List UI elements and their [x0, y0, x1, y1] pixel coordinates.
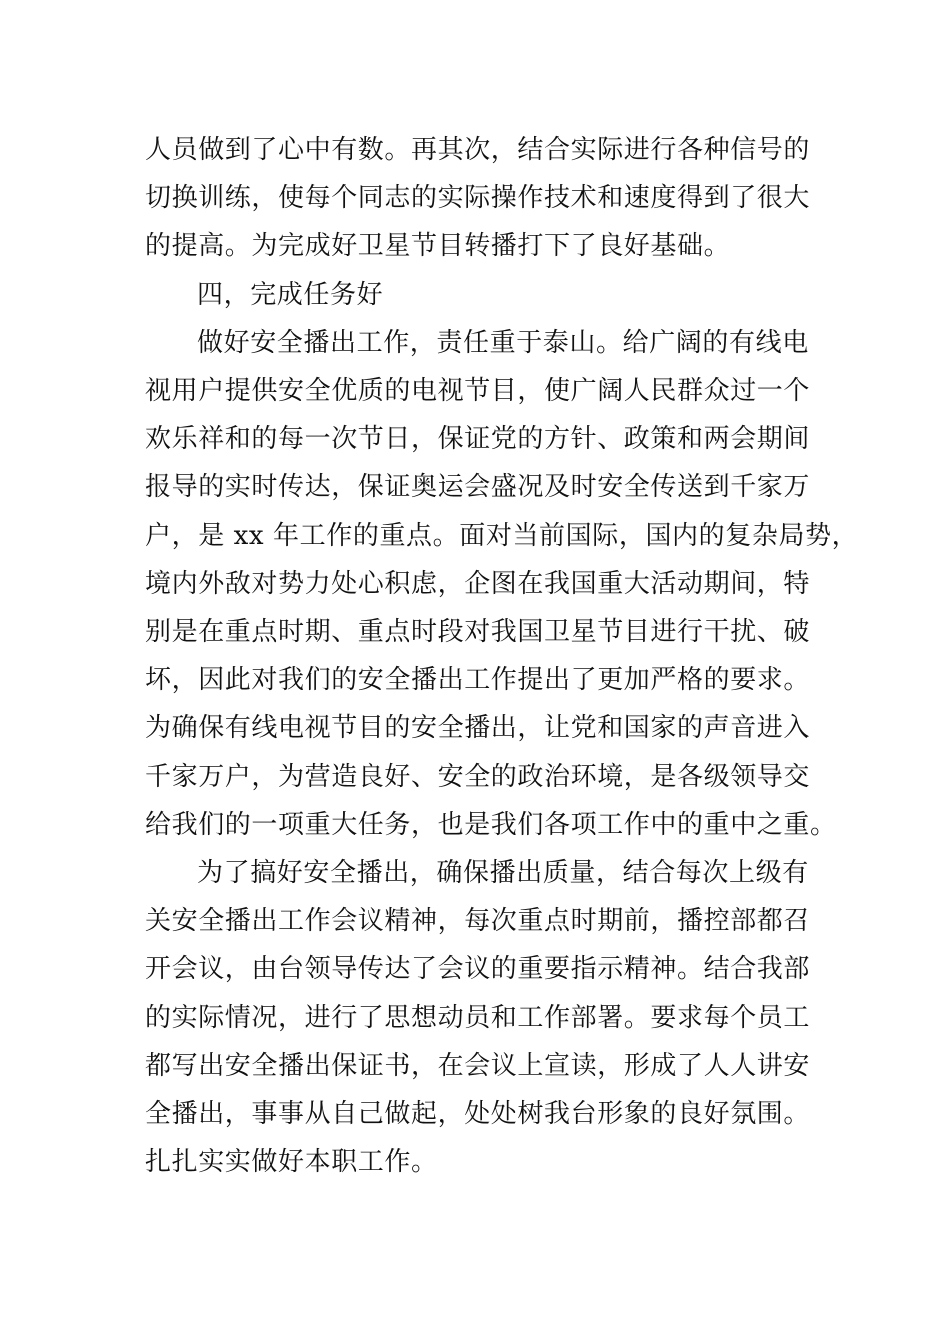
paragraph-4 [145, 849, 810, 1186]
text-line: 关安全播出工作会议精神，每次重点时期前，播控部都召 [145, 906, 811, 937]
text-line: 户，是 xx 年工作的重点。面对当前国际，国内的复杂局势， [145, 520, 859, 551]
paragraph-1 [145, 126, 810, 271]
text-line: 为了搞好安全播出，确保播出质量，结合每次上级有 [197, 858, 809, 889]
section-heading [145, 271, 810, 319]
text-line: 的提高。为完成好卫星节目转播打下了良好基础。 [145, 231, 731, 262]
document-body [145, 126, 859, 1186]
text-line: 境内外敌对势力处心积虑，企图在我国重大活动期间，特 [145, 568, 811, 599]
text-line: 扎扎实实做好本职工作。 [145, 1147, 438, 1178]
text-line: 开会议，由台领导传达了会议的重要指示精神。结合我部 [145, 954, 811, 985]
text-line: 别是在重点时期、重点时段对我国卫星节目进行干扰、破 [145, 617, 811, 648]
text-line: 报导的实时传达，保证奥运会盛况及时安全传送到千家万 [145, 472, 811, 503]
text-line: 切换训练，使每个同志的实际操作技术和速度得到了很大 [145, 183, 811, 214]
text-line: 视用户提供安全优质的电视节目，使广阔人民群众过一个 [145, 376, 811, 407]
text-line: 千家万户，为营造良好、安全的政治环境，是各级领导交 [145, 761, 811, 792]
text-line: 坏，因此对我们的安全播出工作提出了更加严格的要求。 [145, 665, 811, 696]
heading-text: 四，完成任务好 [197, 279, 384, 310]
text-line: 给我们的一项重大任务，也是我们各项工作中的重中之重。 [145, 809, 837, 840]
text-line: 的实际情况，进行了思想动员和工作部署。要求每个员工 [145, 1002, 811, 1033]
text-line: 人员做到了心中有数。再其次，结合实际进行各种信号的 [145, 135, 811, 165]
paragraph-3 [145, 319, 859, 849]
text-line: 欢乐祥和的每一次节日，保证党的方针、政策和两会期间 [145, 424, 811, 455]
text-line: 做好安全播出工作，责任重于泰山。给广阔的有线电 [197, 327, 809, 358]
text-line: 全播出，事事从自己做起，处处树我台形象的良好氛围。 [145, 1099, 811, 1130]
text-line: 为确保有线电视节目的安全播出，让党和国家的声音进入 [145, 713, 811, 744]
text-line: 都写出安全播出保证书，在会议上宣读，形成了人人讲安 [145, 1050, 811, 1081]
